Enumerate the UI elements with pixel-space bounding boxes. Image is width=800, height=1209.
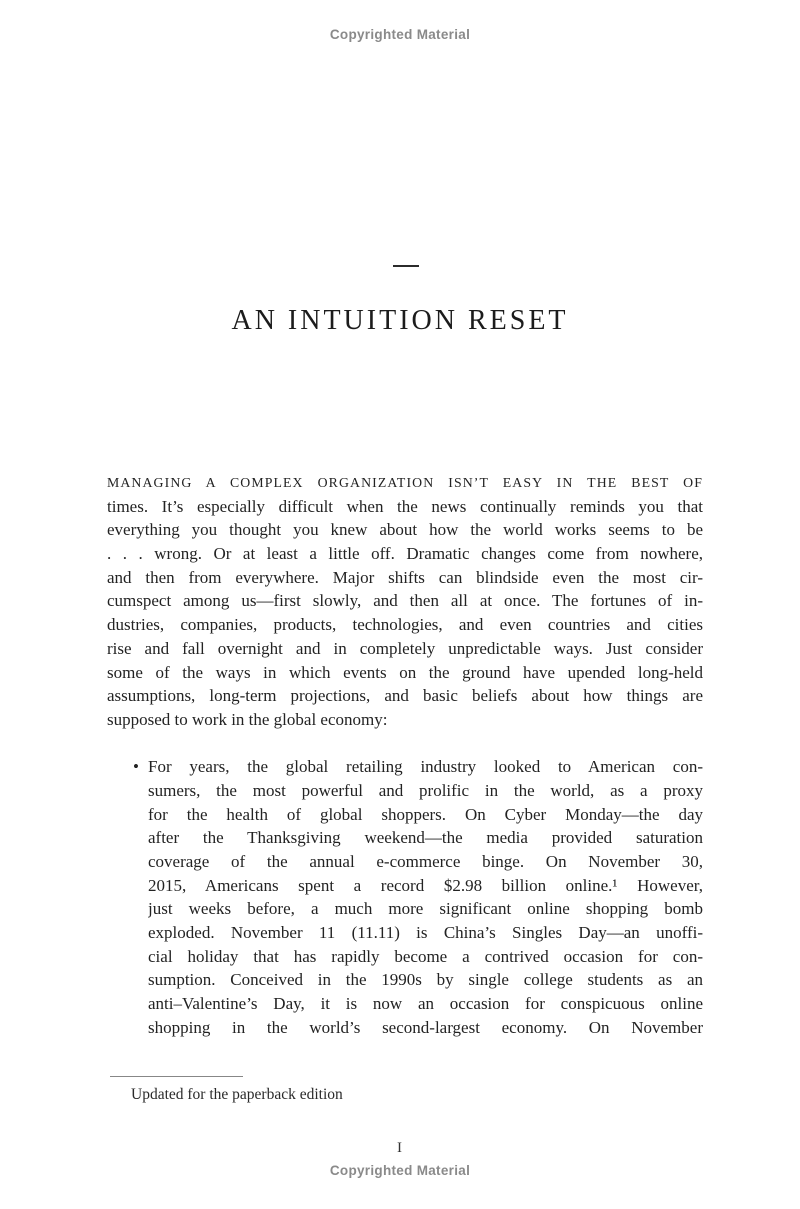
- text-line: shopping in the world’s second-largest economy. On November: [148, 1017, 703, 1037]
- chapter-ornament-rule: [393, 265, 419, 267]
- text-line: everything you thought you knew about how the world works seems to be: [107, 520, 703, 540]
- text-line: times. It’s especially difficult when the news continually reminds you that: [107, 496, 703, 516]
- text-line: 2015, Americans spent a record $2.98 billion online.¹ However,: [148, 875, 703, 895]
- text-line: For years, the global retailing industry looked to American con-: [148, 757, 703, 777]
- chapter-title: AN INTUITION RESET: [231, 305, 569, 336]
- opening-paragraph: [107, 471, 703, 732]
- text-line: cumspect among us—first slowly, and then all at once. The fortunes of in-: [107, 591, 703, 611]
- text-line: supposed to work in the global economy:: [107, 709, 388, 729]
- text-line: . . . wrong. Or at least a little off. Dramatic changes come from nowhere,: [107, 544, 703, 564]
- text-line: anti–Valentine’s Day, it is now an occasion for conspicuous online: [148, 994, 703, 1014]
- text-line: exploded. November 11 (11.11) is China’s Singles Day—an unoffi-: [148, 923, 703, 943]
- footnote-text: Updated for the paperback edition: [131, 1086, 343, 1103]
- bullet-icon: •: [133, 757, 139, 777]
- text-line: some of the ways in which events on the ground have upended long-held: [107, 662, 703, 682]
- text-line: rise and fall overnight and in completely unpredictable ways. Just consider: [107, 638, 703, 658]
- page-number: I: [397, 1140, 403, 1156]
- text-line: assumptions, long-term projections, and basic beliefs about how things are: [107, 686, 703, 706]
- text-line: sumers, the most powerful and prolific in the world, as a proxy: [148, 780, 703, 800]
- text-line: cial holiday that has rapidly become a contrived occasion for con-: [148, 946, 703, 966]
- text-line: dustries, companies, products, technologies, and even countries and cities: [107, 615, 703, 635]
- text-line: sumption. Conceived in the 1990s by single college students as an: [148, 970, 703, 990]
- copyright-notice-top: Copyrighted Material: [329, 27, 471, 42]
- text-line: and then from everywhere. Major shifts can blindside even the most cir-: [107, 567, 703, 587]
- text-line: after the Thanksgiving weekend—the media provided saturation: [148, 828, 703, 848]
- footnote-rule: [110, 1076, 243, 1077]
- bullet-item-text: [148, 755, 703, 1039]
- text-line: for the health of global shoppers. On Cyber Monday—the day: [148, 804, 703, 824]
- bullet-item: [107, 755, 703, 1039]
- body-text: [107, 471, 703, 1040]
- copyright-notice-bottom: Copyrighted Material: [329, 1163, 471, 1178]
- text-line: MANAGING A COMPLEX ORGANIZATION ISN’T EASY IN THE BEST OF: [107, 475, 703, 490]
- text-line: coverage of the annual e-commerce binge. On November 30,: [148, 852, 703, 871]
- text-line: just weeks before, a much more significant online shopping bomb: [148, 899, 703, 919]
